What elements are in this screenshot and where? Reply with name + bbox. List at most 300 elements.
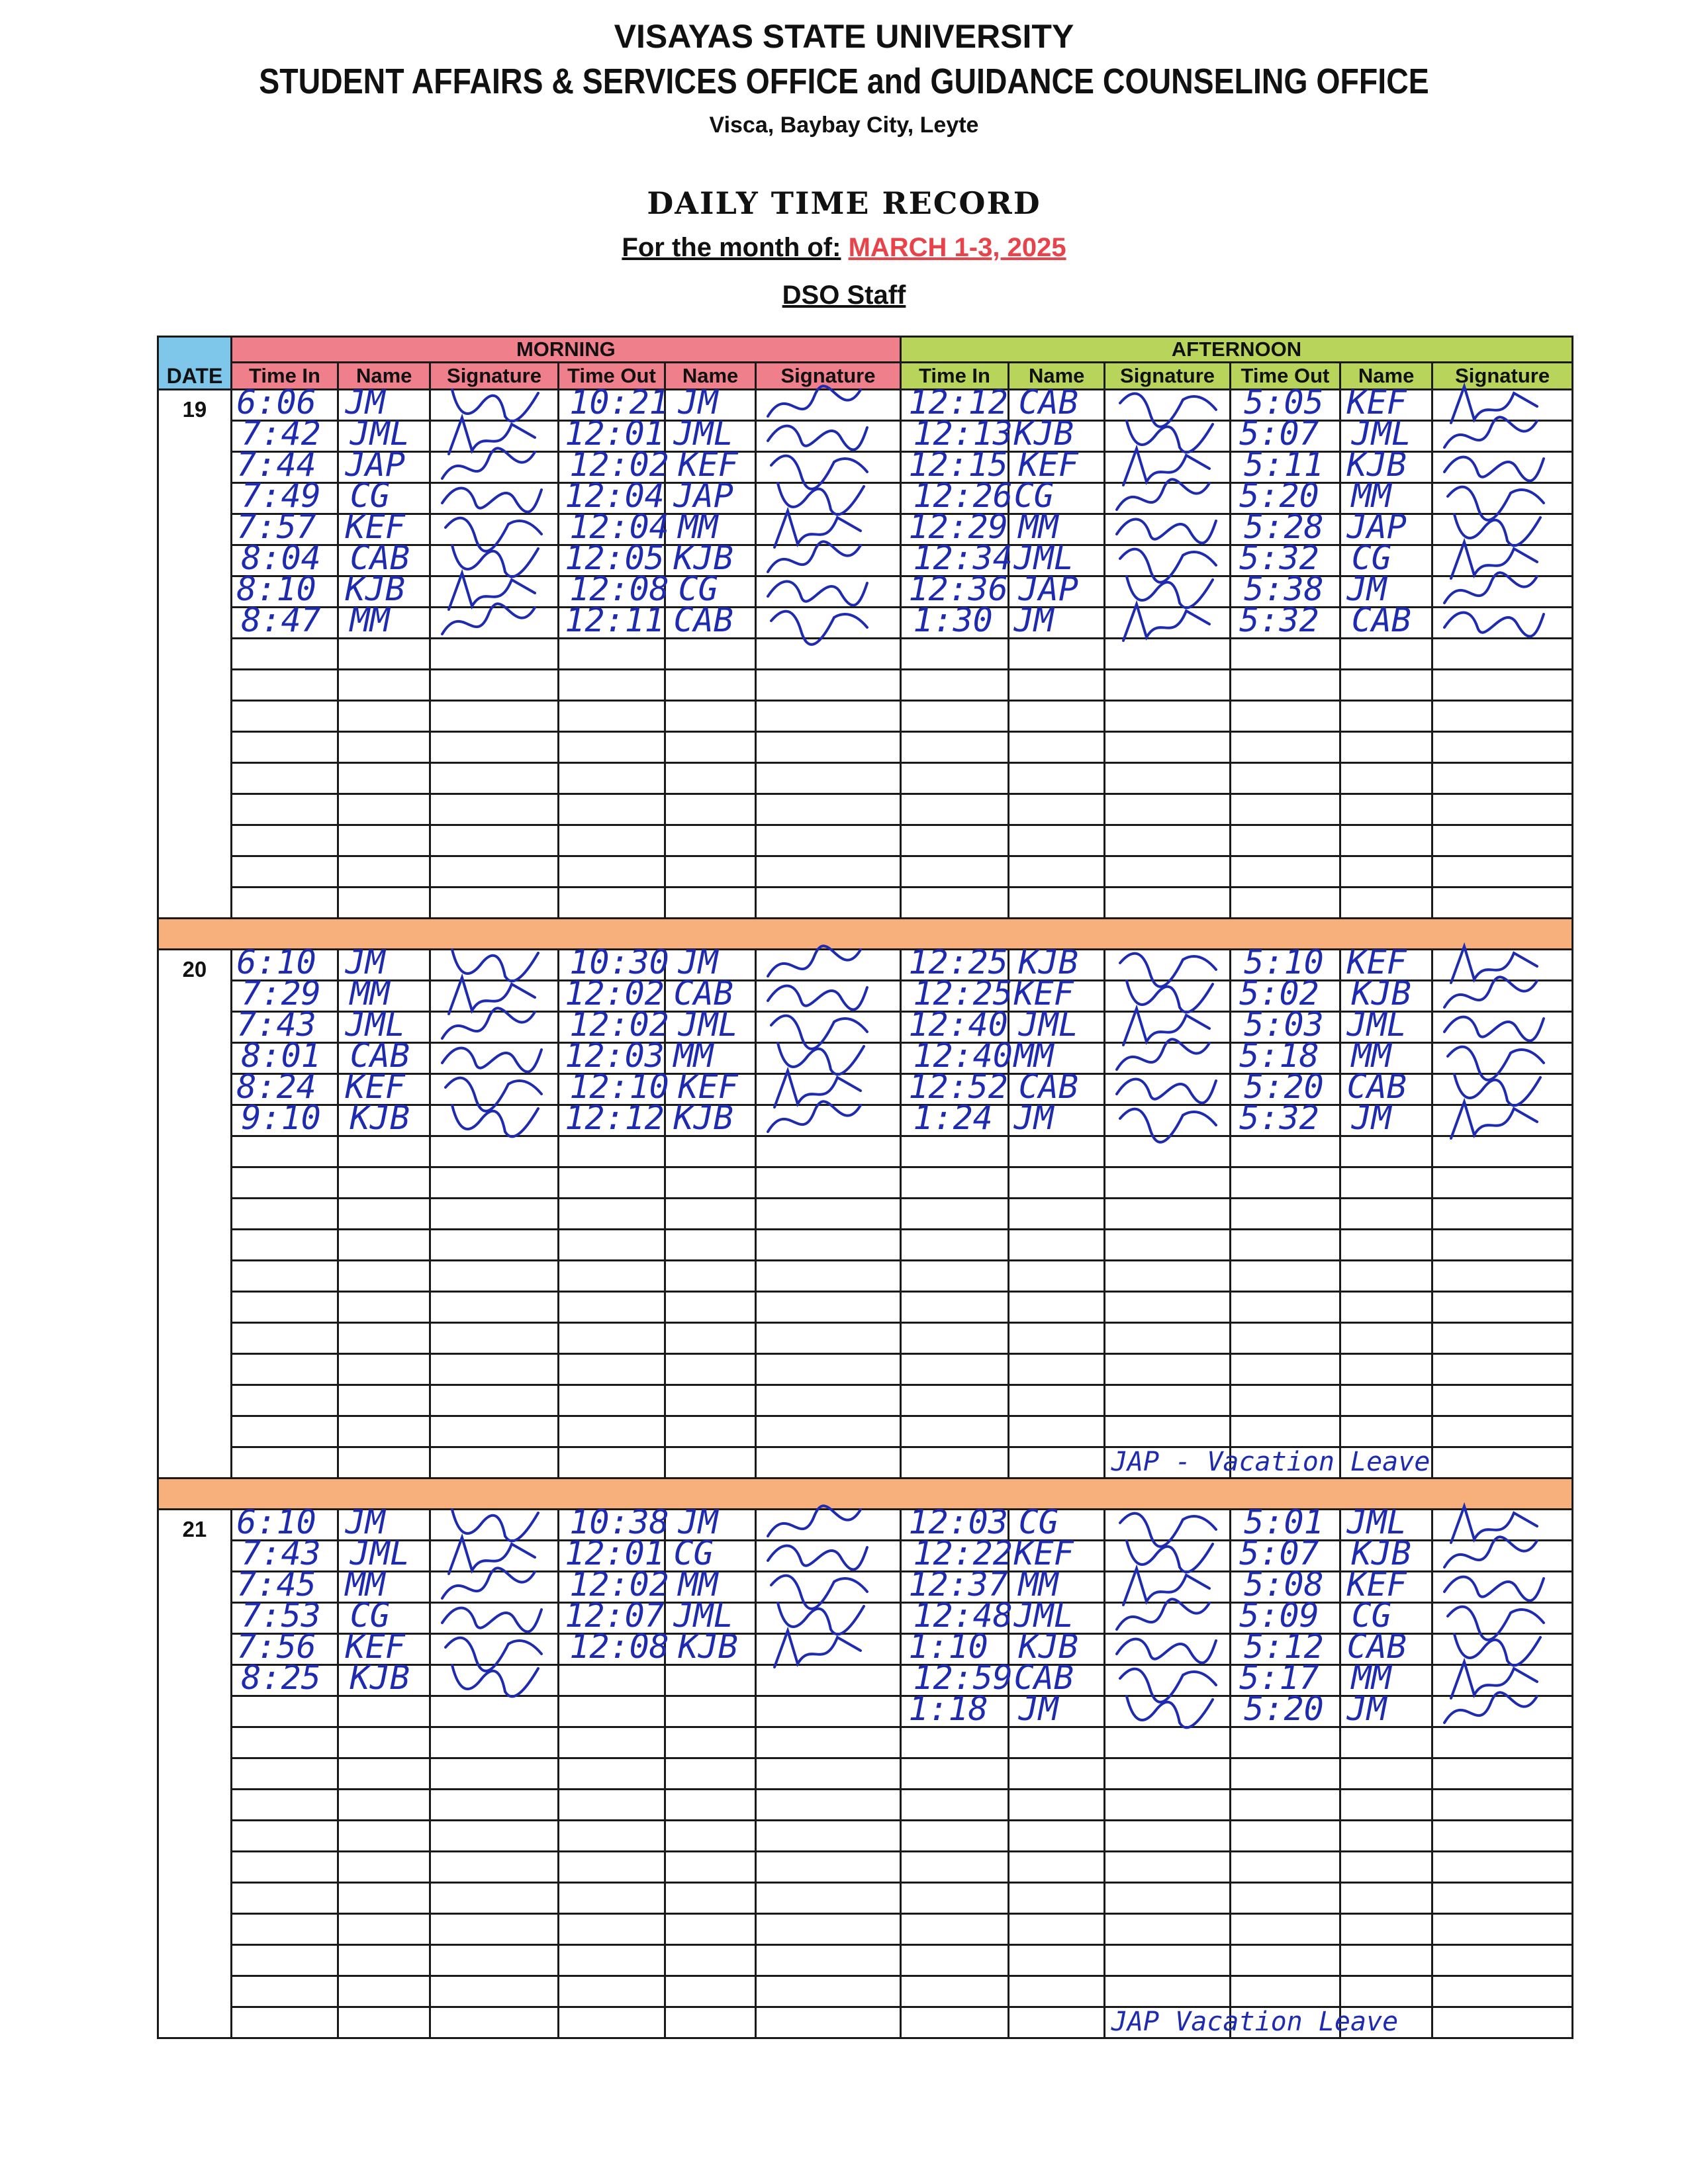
table-cell [1230,1292,1340,1323]
table-cell [1230,1416,1340,1447]
table-cell [231,1914,338,1945]
table-cell [900,1790,1008,1821]
handwritten-pm-time-in: 12:15 [908,445,1008,484]
table-cell [231,1790,338,1821]
table-cell [1432,1416,1573,1447]
table-cell [665,1852,756,1883]
table-cell [1340,1416,1432,1447]
table-row [158,1292,1573,1323]
table-cell [1230,701,1340,732]
table-cell [1105,887,1231,919]
table-cell [338,1167,430,1199]
handwritten-am-out-name: KJB [673,538,733,577]
handwritten-am-in-name: JM [345,942,385,981]
handwritten-pm-out-name: JAP [1346,507,1407,546]
table-cell [231,1727,338,1758]
table-cell [1230,1976,1340,2007]
table-cell [231,2007,338,2038]
handwritten-am-in-name: CG [350,476,390,515]
table-cell [558,1758,665,1790]
table-cell [430,1790,559,1821]
handwritten-am-in-name: CG [350,1596,390,1635]
table-cell [900,1976,1008,2007]
col-pm-time-out: Time Out [1230,363,1340,390]
table-cell [558,825,665,856]
table-cell [900,1136,1008,1167]
table-cell [231,1883,338,1914]
table-cell [338,763,430,794]
handwritten-pm-in-name: CG [1013,476,1054,515]
table-cell [430,1976,559,2007]
table-cell [1009,1230,1105,1261]
col-pm-time-in: Time In [900,363,1008,390]
handwritten-pm-out-name: MM [1351,1036,1391,1075]
table-cell [338,887,430,919]
table-cell [665,1416,756,1447]
table-cell [1105,1976,1231,2007]
table-cell [231,1385,338,1416]
handwritten-pm-time-out: 5:07 [1239,414,1319,453]
table-cell [1432,701,1573,732]
handwritten-pm-out-name: KEF [1346,383,1407,422]
handwritten-pm-out-name: CAB [1346,1067,1407,1106]
handwritten-am-time-out: 12:08 [569,569,669,608]
table-row [158,1323,1573,1354]
handwritten-pm-time-in: 12:36 [908,569,1008,608]
table-cell [1432,1821,1573,1852]
handwritten-am-time-out: 12:02 [569,1565,669,1604]
table-cell [231,825,338,856]
table-cell [430,1852,559,1883]
handwritten-am-in-name: KJB [345,569,405,608]
table-cell [1230,763,1340,794]
table-cell [338,1696,430,1727]
table-cell [756,1230,901,1261]
table-cell [430,1727,559,1758]
handwritten-am-time-out: 10:21 [569,383,669,422]
handwritten-am-out-name: MM [678,507,718,546]
signature-scribble [1110,1683,1223,1743]
handwritten-pm-time-out: 5:17 [1239,1658,1319,1697]
signature-scribble [436,1092,548,1152]
table-cell [756,856,901,887]
handwritten-pm-time-in: 12:03 [908,1502,1008,1541]
handwritten-am-time-in: 7:53 [241,1596,321,1635]
table-cell [558,1136,665,1167]
handwritten-pm-in-name: MM [1018,507,1058,546]
handwritten-am-time-in: 7:56 [236,1627,316,1666]
table-cell [665,1976,756,2007]
table-cell [1432,856,1573,887]
handwritten-pm-in-name: KJB [1013,414,1074,453]
handwritten-am-out-name: KJB [673,1098,733,1137]
col-pm-in-signature: Signature [1105,363,1231,390]
handwritten-am-time-out: 12:03 [565,1036,665,1075]
table-cell [1105,1261,1231,1292]
table-cell [338,1261,430,1292]
handwritten-pm-in-name: CAB [1018,1067,1078,1106]
table-cell [338,1136,430,1167]
col-am-out-signature: Signature [756,363,901,390]
office-name: STUDENT AFFAIRS & SERVICES OFFICE and GUIDANCE COUNSELING OFFICE [259,62,1429,101]
table-cell [430,1883,559,1914]
table-cell [1340,1199,1432,1230]
table-cell [756,1821,901,1852]
table-cell [1230,1883,1340,1914]
month-line [0,233,1688,263]
handwritten-pm-out-name: KJB [1351,974,1411,1013]
table-cell [1105,1323,1231,1354]
table-cell [900,1230,1008,1261]
col-am-out-name: Name [665,363,756,390]
table-row [158,887,1573,919]
table-cell [338,794,430,825]
col-am-in-signature: Signature [430,363,559,390]
table-cell [665,1945,756,1976]
handwritten-pm-in-name: MM [1013,1036,1054,1075]
table-row [158,763,1573,794]
table-cell [430,1914,559,1945]
table-cell [665,1790,756,1821]
table-cell [558,639,665,670]
table-cell [665,670,756,701]
table-cell [430,825,559,856]
table-cell [558,701,665,732]
table-cell [1105,1416,1231,1447]
table-cell [1340,701,1432,732]
table-cell [665,1821,756,1852]
handwritten-pm-time-in: 12:12 [908,383,1008,422]
signature-scribble [1438,1683,1550,1743]
table-cell [665,701,756,732]
table-cell [1009,1976,1105,2007]
table-row [158,1199,1573,1230]
table-cell [900,763,1008,794]
table-cell [558,1199,665,1230]
table-cell [1105,1758,1231,1790]
table-cell [1105,1199,1231,1230]
table-cell [558,1790,665,1821]
table-cell [1230,1790,1340,1821]
table-cell [231,670,338,701]
table-cell [1009,1883,1105,1914]
table-cell [1340,1976,1432,2007]
handwritten-am-time-in: 8:47 [241,600,321,639]
table-cell [231,1852,338,1883]
table-cell [1230,1167,1340,1199]
table-cell [756,763,901,794]
month-value: MARCH 1-3, 2025 [848,233,1066,262]
table-row [158,1914,1573,1945]
table-row [158,1385,1573,1416]
table-cell [1432,1883,1573,1914]
table-row [158,670,1573,701]
handwritten-am-time-out: 10:38 [569,1502,669,1541]
table-cell [1340,1385,1432,1416]
handwritten-am-time-in: 7:49 [241,476,321,515]
handwritten-am-time-out: 12:12 [565,1098,665,1137]
handwritten-am-time-in: 9:10 [241,1098,321,1137]
handwritten-pm-time-out: 5:20 [1244,1067,1324,1106]
table-cell [558,732,665,763]
table-cell [338,1323,430,1354]
handwritten-pm-time-in: 12:40 [908,1005,1008,1044]
table-cell [1230,1727,1340,1758]
table-cell [900,1385,1008,1416]
table-cell [756,1354,901,1385]
office-address: Visca, Baybay City, Leyte [709,113,979,138]
table-cell [1105,1852,1231,1883]
table-cell [430,1945,559,1976]
table-cell [1230,639,1340,670]
handwritten-pm-time-in: 12:59 [913,1658,1013,1697]
table-row [158,1230,1573,1261]
table-cell [1230,856,1340,887]
table-cell [1105,1167,1231,1199]
document-title: DAILY TIME RECORD [647,185,1041,221]
table-cell [231,1447,338,1479]
table-cell [756,1852,901,1883]
handwritten-pm-out-name: JM [1346,569,1387,608]
table-cell [665,1758,756,1790]
table-cell [665,1136,756,1167]
table-row [158,856,1573,887]
table-cell [558,1945,665,1976]
handwritten-pm-in-name: CAB [1018,383,1078,422]
table-cell [430,1416,559,1447]
table-cell [338,1354,430,1385]
handwritten-am-time-in: 8:24 [236,1067,316,1106]
table-cell [430,856,559,887]
table-cell [756,1416,901,1447]
table-cell [430,1230,559,1261]
table-cell [231,1230,338,1261]
handwritten-pm-out-name: MM [1351,476,1391,515]
table-cell [231,1199,338,1230]
handwritten-am-time-out: 12:07 [565,1596,665,1635]
table-cell [665,1883,756,1914]
handwritten-pm-time-in: 1:10 [908,1627,988,1666]
table-row [158,1945,1573,1976]
table-row [158,1167,1573,1199]
handwritten-am-time-out: 12:10 [569,1067,669,1106]
morning-header: MORNING [231,337,900,363]
table-cell [756,1758,901,1790]
table-cell [1009,639,1105,670]
table-cell [900,2007,1008,2038]
date-cell: 20 [158,950,232,1479]
handwritten-pm-time-in: 12:25 [908,942,1008,981]
handwritten-pm-out-name: CAB [1346,1627,1407,1666]
table-cell [338,1914,430,1945]
table-cell [1009,1261,1105,1292]
table-cell [1432,732,1573,763]
handwritten-pm-time-in: 12:37 [908,1565,1008,1604]
table-cell [1105,732,1231,763]
table-cell [558,1385,665,1416]
table-cell [665,732,756,763]
table-cell [558,794,665,825]
table-cell [430,1199,559,1230]
handwritten-am-out-name: JM [678,1502,718,1541]
table-cell [1105,1354,1231,1385]
table-cell [1230,1136,1340,1167]
table-cell [1340,1323,1432,1354]
handwritten-am-out-name: CG [673,1533,714,1572]
handwritten-am-time-in: 7:57 [236,507,316,546]
table-cell [1009,2007,1105,2038]
table-cell [665,1323,756,1354]
handwritten-pm-time-out: 5:09 [1239,1596,1319,1635]
handwritten-am-out-name: KEF [678,1067,738,1106]
table-cell [1105,1883,1231,1914]
table-cell [1340,825,1432,856]
table-cell [1230,1852,1340,1883]
table-row [158,1727,1573,1758]
handwritten-pm-time-out: 5:32 [1239,538,1319,577]
table-cell [900,1758,1008,1790]
handwritten-pm-in-name: JML [1013,538,1074,577]
table-cell [1432,1230,1573,1261]
table-cell [1432,794,1573,825]
table-cell [665,1914,756,1945]
handwritten-am-time-out: 12:08 [569,1627,669,1666]
handwritten-am-in-name: KEF [345,1627,405,1666]
table-cell [558,1976,665,2007]
col-pm-in-name: Name [1009,363,1105,390]
table-row [158,732,1573,763]
table-cell [756,1292,901,1323]
table-cell [1105,794,1231,825]
table-cell [756,1167,901,1199]
table-cell [1009,1416,1105,1447]
table-cell [1432,1447,1573,1479]
handwritten-pm-out-name: JML [1351,414,1411,453]
handwritten-pm-time-out: 5:01 [1244,1502,1324,1541]
table-row [158,1261,1573,1292]
table-cell [558,856,665,887]
vacation-leave-note: JAP Vacation Leave [1111,2006,1399,2037]
date-cell: 21 [158,1510,232,2038]
handwritten-am-time-out: 12:02 [569,445,669,484]
table-row [158,794,1573,825]
table-cell [1230,794,1340,825]
handwritten-am-time-in: 7:43 [236,1005,316,1044]
table-cell [558,1727,665,1758]
table-cell [756,1199,901,1230]
handwritten-am-in-name: JM [345,1502,385,1541]
handwritten-pm-time-in: 1:24 [913,1098,993,1137]
handwritten-am-out-name: CAB [673,974,733,1013]
table-cell [900,887,1008,919]
table-row [158,701,1573,732]
table-cell [430,1323,559,1354]
table-cell [1340,1852,1432,1883]
handwritten-pm-in-name: CG [1018,1502,1058,1541]
signature-scribble [761,1092,874,1152]
handwritten-pm-time-in: 12:26 [913,476,1013,515]
handwritten-pm-in-name: KEF [1018,445,1078,484]
table-cell [756,701,901,732]
table-cell [430,794,559,825]
table-cell [665,763,756,794]
table-cell [430,1385,559,1416]
table-cell [665,1199,756,1230]
handwritten-pm-time-out: 5:20 [1244,1689,1324,1728]
handwritten-am-in-name: JML [345,1005,405,1044]
table-cell [338,1727,430,1758]
table-cell [1432,1167,1573,1199]
table-cell [1432,2007,1573,2038]
table-cell [1432,1852,1573,1883]
table-cell [756,1447,901,1479]
table-cell [1432,887,1573,919]
table-cell [1432,763,1573,794]
table-cell [756,670,901,701]
table-cell [1230,1261,1340,1292]
handwritten-pm-time-out: 5:08 [1244,1565,1324,1604]
table-cell [231,763,338,794]
table-cell [558,763,665,794]
handwritten-pm-time-in: 12:34 [913,538,1013,577]
signature-scribble [1438,594,1550,654]
handwritten-pm-time-in: 12:25 [913,974,1013,1013]
table-row [158,1852,1573,1883]
table-cell [558,1665,665,1696]
table-cell [338,1230,430,1261]
table-cell [430,1354,559,1385]
table-cell [1009,1447,1105,1479]
table-cell [665,2007,756,2038]
handwritten-am-in-name: MM [350,600,390,639]
handwritten-am-out-name: JML [673,1596,733,1635]
table-cell [756,1696,901,1727]
table-cell [1009,1354,1105,1385]
table-cell [900,825,1008,856]
staff-label: DSO Staff [782,281,906,310]
table-cell [338,1883,430,1914]
handwritten-pm-time-in: 12:13 [913,414,1013,453]
handwritten-am-time-out: 12:05 [565,538,665,577]
table-cell [1432,1323,1573,1354]
table-cell [231,1696,338,1727]
handwritten-am-in-name: JML [350,414,410,453]
table-cell [1105,1821,1231,1852]
table-cell [231,1354,338,1385]
table-cell [1340,1292,1432,1323]
table-row [158,1821,1573,1852]
table-cell [338,670,430,701]
table-cell [1230,825,1340,856]
table-cell [231,1758,338,1790]
handwritten-pm-time-out: 5:11 [1244,445,1324,484]
table-cell [338,732,430,763]
table-cell [900,732,1008,763]
table-cell [231,1821,338,1852]
table-cell [756,887,901,919]
table-cell [1340,1727,1432,1758]
handwritten-pm-out-name: JML [1346,1502,1407,1541]
table-cell [1009,1727,1105,1758]
table-cell [338,1821,430,1852]
table-cell [430,670,559,701]
table-cell [665,1292,756,1323]
table-cell [665,1230,756,1261]
table-cell [338,1852,430,1883]
table-cell [1230,1199,1340,1230]
table-cell [231,856,338,887]
table-cell [1340,639,1432,670]
